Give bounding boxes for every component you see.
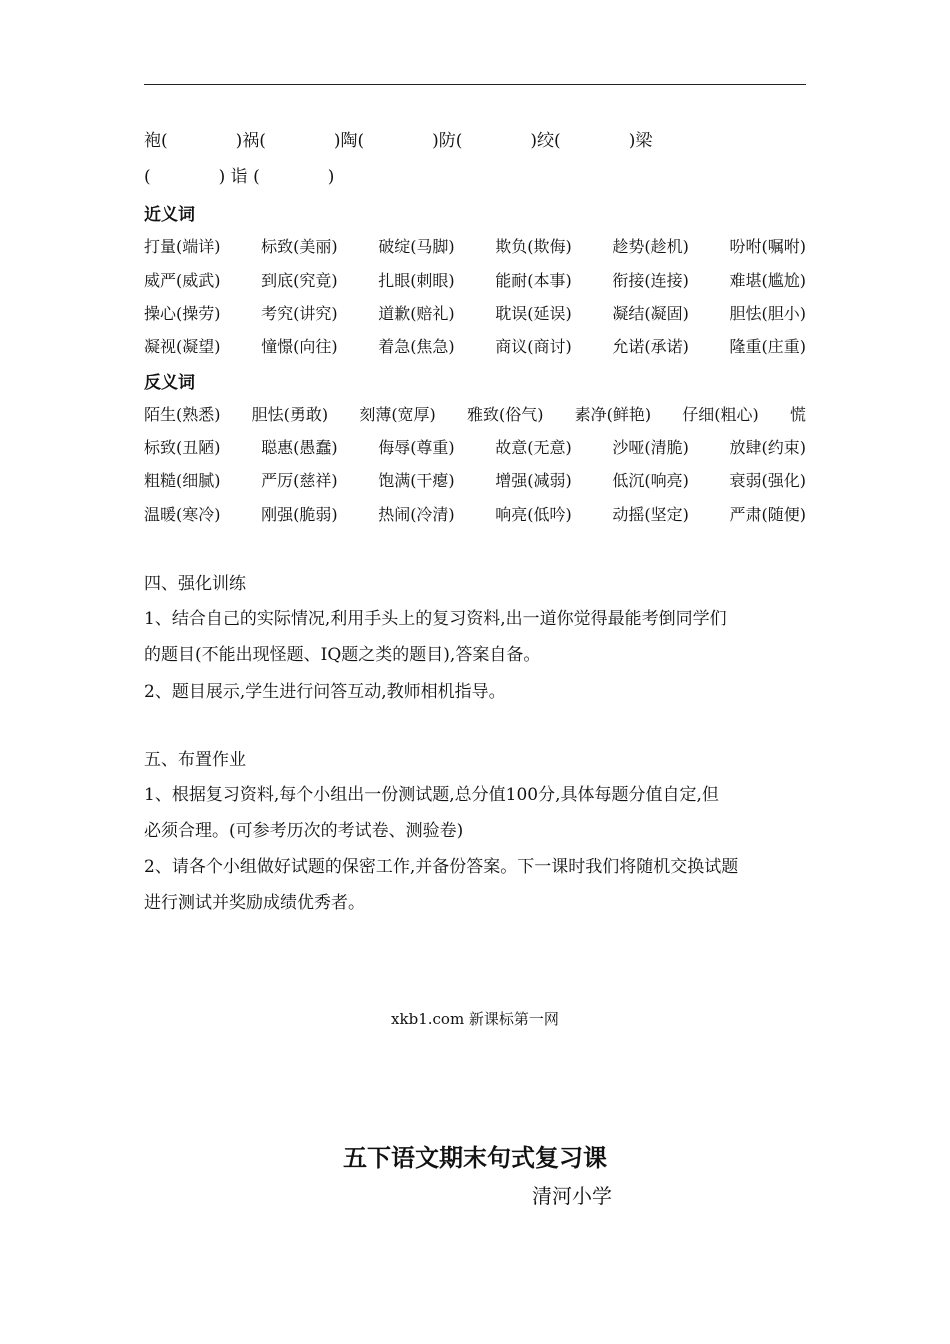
- word-pair: 扎眼(刺眼): [378, 271, 455, 290]
- word-pair: 衔接(连接): [612, 271, 689, 290]
- word-pair: 温暖(寒冷): [144, 505, 221, 524]
- word-pair: 响亮(低吟): [495, 505, 572, 524]
- word-pair: 放肆(约束): [729, 438, 806, 457]
- word-pair: 标致(美丽): [261, 237, 338, 256]
- word-pair: 着急(焦急): [378, 337, 455, 356]
- section-5-paragraph: 必须合理。(可参考历次的考试卷、测验卷): [144, 821, 464, 841]
- word-pair: 威严(威武): [144, 271, 221, 290]
- synonyms-row-1: [144, 234, 806, 257]
- document-title: 五下语文期末句式复习课: [343, 1144, 607, 1172]
- synonyms-heading: 近义词: [144, 205, 195, 225]
- word-pair: 凝视(凝望): [144, 337, 221, 356]
- section-5-title: 五、布置作业: [144, 750, 246, 770]
- site-footer: xkb1.com 新课标第一网: [391, 1010, 559, 1028]
- word-pair: 趁势(趁机): [612, 237, 689, 256]
- word-pair: 严肃(随便): [729, 505, 806, 524]
- word-pair: 衰弱(强化): [729, 471, 806, 490]
- chars-line-1: 袍( )祸( )陶( )防( )绞( )梁: [144, 131, 653, 151]
- section-5-paragraph: 进行测试并奖励成绩优秀者。: [144, 893, 365, 913]
- synonyms-row-4: [144, 334, 806, 357]
- word-pair: 憧憬(向往): [261, 337, 338, 356]
- word-pair: 粗糙(细腻): [144, 471, 221, 490]
- word-pair: 增强(减弱): [495, 471, 572, 490]
- word-pair: 隆重(庄重): [729, 337, 806, 356]
- word-pair: 素净(鲜艳): [574, 405, 652, 424]
- word-pair: 欺负(欺侮): [495, 237, 572, 256]
- document-author: 清河小学: [532, 1184, 612, 1208]
- word-pair: 能耐(本事): [495, 271, 572, 290]
- header-rule: [144, 84, 806, 85]
- word-pair: 吩咐(嘱咐): [729, 237, 806, 256]
- antonyms-row-2: [144, 435, 806, 458]
- word-pair: 标致(丑陋): [144, 438, 221, 457]
- antonyms-heading: 反义词: [144, 373, 195, 393]
- word-pair: 打量(端详): [144, 237, 221, 256]
- word-pair: 凝结(凝固): [612, 304, 689, 323]
- synonyms-row-3: [144, 301, 806, 324]
- word-pair: 严厉(慈祥): [261, 471, 338, 490]
- word-pair: 到底(究竟): [261, 271, 338, 290]
- synonyms-row-2: [144, 268, 806, 291]
- word-pair: 道歉(赔礼): [378, 304, 455, 323]
- word-pair: 故意(无意): [495, 438, 572, 457]
- chars-line-2: ( ) 诣 ( ): [144, 167, 335, 187]
- word-pair: 破绽(马脚): [378, 237, 455, 256]
- word-pair: 胆怯(胆小): [729, 304, 806, 323]
- word-pair: 刻薄(宽厚): [359, 405, 436, 424]
- section-4-paragraph: 的题目(不能出现怪题、IQ题之类的题目),答案自备。: [144, 645, 541, 665]
- word-pair: 难堪(尴尬): [729, 271, 806, 290]
- word-pair: 沙哑(清脆): [612, 438, 689, 457]
- section-5-paragraph: 1、根据复习资料,每个小组出一份测试题,总分值100分,具体每题分值自定,但: [144, 785, 719, 805]
- word-pair: 动摇(坚定): [612, 505, 689, 524]
- word-pair: 慌: [789, 405, 806, 424]
- word-pair: 商议(商讨): [495, 337, 572, 356]
- antonyms-row-3: [144, 468, 806, 491]
- word-pair: 热闹(冷清): [378, 505, 455, 524]
- section-5-paragraph: 2、请各个小组做好试题的保密工作,并备份答案。下一课时我们将随机交换试题: [144, 857, 739, 877]
- word-pair: 刚强(脆弱): [261, 505, 338, 524]
- word-pair: 饱满(干瘪): [378, 471, 455, 490]
- word-pair: 耽误(延误): [495, 304, 572, 323]
- word-pair: 低沉(响亮): [612, 471, 689, 490]
- antonyms-row-1: [144, 402, 806, 425]
- section-4-paragraph: 1、结合自己的实际情况,利用手头上的复习资料,出一道你觉得最能考倒同学们: [144, 609, 727, 629]
- word-pair: 侮辱(尊重): [378, 438, 455, 457]
- word-pair: 考究(讲究): [261, 304, 338, 323]
- section-4-title: 四、强化训练: [144, 574, 246, 594]
- section-4-paragraph: 2、题目展示,学生进行问答互动,教师相机指导。: [144, 682, 506, 702]
- word-pair: 雅致(俗气): [466, 405, 544, 424]
- word-pair: 胆怯(勇敢): [251, 405, 329, 424]
- word-pair: 仔细(粗心): [682, 405, 759, 424]
- word-pair: 聪惠(愚蠢): [261, 438, 338, 457]
- antonyms-row-4: [144, 502, 806, 525]
- word-pair: 操心(操劳): [144, 304, 221, 323]
- word-pair: 陌生(熟悉): [144, 405, 221, 424]
- word-pair: 允诺(承诺): [612, 337, 689, 356]
